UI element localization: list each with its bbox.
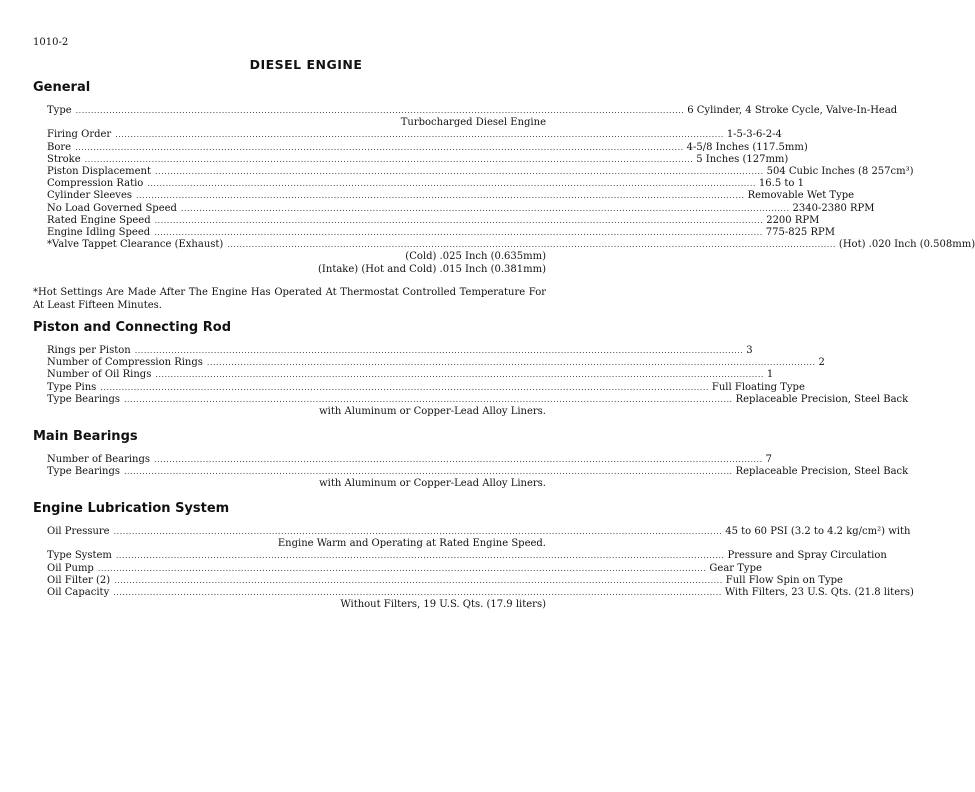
dot-leader: ........................................................................................................................................................................................................ [134, 346, 744, 355]
spec-label: Type Pins [47, 381, 97, 393]
section-engine-lubrication [33, 501, 914, 611]
dot-leader: ........................................................................................................................................................................................................ [84, 154, 694, 164]
section-piston-connecting-rod [33, 320, 909, 418]
spec-row [47, 466, 909, 478]
section-main-bearings [33, 429, 909, 491]
spec-value: (Hot) .020 Inch (0.508mm) [838, 239, 975, 251]
spec-value: 2200 RPM [766, 214, 820, 226]
spec-row [47, 381, 805, 394]
spec-value: 775-825 RPM [765, 227, 835, 239]
spec-row [47, 239, 975, 251]
spec-value: 1-5-3-6-2-4 [726, 129, 782, 141]
spec-label: Number of Bearings [47, 454, 151, 465]
spec-label: Oil Capacity [47, 587, 110, 599]
spec-value: 7 [765, 454, 773, 465]
dot-leader: ........................................................................................................................................................................................................ [155, 167, 764, 177]
spec-label: Piston Displacement [47, 166, 152, 178]
spec-label: Firing Order [47, 129, 112, 141]
dot-leader: ........................................................................................................................................................................................................ [206, 358, 816, 368]
spec-value-continuation: with Aluminum or Copper-Lead Alloy Liners. [319, 406, 546, 418]
dot-leader: ........................................................................................................................................................................................................ [115, 551, 725, 561]
section-heading: General [33, 80, 91, 95]
spec-row [47, 562, 762, 575]
spec-label: Rated Engine Speed [47, 214, 151, 226]
spec-value: Replaceable Precision, Steel Back [735, 393, 909, 405]
dot-leader: ........................................................................................................................................................................................................ [113, 588, 722, 598]
dot-leader: ........................................................................................................................................................................................................ [154, 455, 763, 464]
spec-value: 5 Inches (127mm) [696, 153, 789, 165]
dot-leader: ........................................................................................................................................................................................................ [154, 228, 763, 238]
spec-row [47, 369, 774, 381]
spec-label: Oil Pressure [47, 526, 110, 537]
spec-value: Replaceable Precision, Steel Back [735, 466, 909, 478]
spec-value: 6 Cylinder, 4 Stroke Cycle, Valve-In-Head [687, 105, 898, 116]
spec-value: Full Floating Type [711, 381, 805, 393]
dot-leader: ........................................................................................................................................................................................................ [227, 240, 836, 250]
spec-label: Cylinder Sleeves [47, 190, 132, 202]
spec-label: Type [47, 105, 72, 116]
dot-leader: ........................................................................................................................................................................................................ [113, 527, 723, 536]
spec-row [47, 227, 835, 239]
spec-label: No Load Governed Speed [47, 202, 177, 214]
spec-label: Oil Filter (2) [47, 574, 111, 586]
spec-value-continuation: with Aluminum or Copper-Lead Alloy Liners. [319, 478, 546, 490]
spec-row [47, 345, 753, 357]
spec-row [47, 166, 914, 178]
spec-label: Type Bearings [47, 393, 120, 405]
spec-label: Rings per Piston [47, 345, 131, 356]
spec-value-continuation: Without Filters, 19 U.S. Qts. (17.9 liters) [340, 599, 546, 611]
section-heading: Piston and Connecting Rod [33, 320, 232, 335]
dot-leader: ........................................................................................................................................................................................................ [180, 203, 790, 213]
dot-leader: ........................................................................................................................................................................................................ [154, 215, 764, 225]
dot-leader: ........................................................................................................................................................................................................ [114, 575, 723, 585]
dot-leader: ........................................................................................................................................................................................................ [115, 130, 724, 140]
spec-label: Engine Idling Speed [47, 227, 151, 239]
spec-value-continuation: Turbocharged Diesel Engine [400, 117, 546, 129]
spec-row [47, 202, 875, 215]
spec-value-continuation: (Intake) (Hot and Cold) .015 Inch (0.381mm) [318, 263, 546, 275]
dot-leader: ........................................................................................................................................................................................................ [75, 142, 684, 152]
spec-row [47, 105, 898, 117]
dot-leader: ........................................................................................................................................................................................................ [124, 467, 733, 477]
dot-leader: ........................................................................................................................................................................................................ [100, 382, 709, 392]
spec-value: 4-5/8 Inches (117.5mm) [686, 141, 808, 153]
spec-row [47, 190, 855, 202]
spec-value: 1 [766, 369, 774, 381]
spec-label: Number of Compression Rings [47, 357, 203, 369]
spec-row [47, 214, 820, 227]
page-number: 1010-2 [33, 37, 69, 48]
footnote: *Hot Settings Are Made After The Engine Has Operated At Thermostat Controlled Temperature For At Least Fifteen Minutes. [33, 287, 546, 311]
spec-value: 504 Cubic Inches (8 257cm³) [766, 166, 914, 178]
spec-label: Type System [47, 550, 112, 562]
spec-value-continuation: (Cold) .025 Inch (0.635mm) [405, 251, 546, 263]
dot-leader: ........................................................................................................................................................................................................ [155, 370, 764, 380]
page-title: DIESEL ENGINE [249, 57, 363, 72]
dot-leader: ........................................................................................................................................................................................................ [136, 191, 745, 201]
spec-value: 16.5 to 1 [758, 178, 804, 190]
spec-label: Number of Oil Rings [47, 369, 152, 381]
spec-row [47, 357, 825, 369]
spec-row [47, 129, 782, 141]
dot-leader: ........................................................................................................................................................................................................ [97, 563, 707, 573]
spec-value: 3 [746, 345, 753, 356]
spec-value: 45 to 60 PSI (3.2 to 4.2 kg/cm²) with [725, 526, 911, 537]
spec-row [47, 141, 808, 154]
spec-value-continuation: Engine Warm and Operating at Rated Engine Speed. [277, 538, 546, 550]
spec-label: Compression Ratio [47, 178, 144, 190]
spec-row [47, 393, 909, 406]
spec-value: With Filters, 23 U.S. Qts. (21.8 liters) [724, 587, 914, 599]
dot-leader: ........................................................................................................................................................................................................ [75, 106, 685, 115]
spec-row [47, 153, 789, 166]
spec-row [47, 587, 914, 599]
spec-label: Stroke [47, 153, 81, 165]
spec-label: Type Bearings [47, 466, 120, 478]
spec-row [47, 454, 773, 466]
spec-value: Pressure and Spray Circulation [727, 550, 887, 562]
spec-row [47, 550, 887, 562]
spec-value: Full Flow Spin on Type [725, 574, 843, 586]
dot-leader: ........................................................................................................................................................................................................ [147, 179, 756, 189]
dot-leader: ........................................................................................................................................................................................................ [124, 394, 733, 404]
spec-value: Gear Type [709, 562, 762, 574]
spec-value: Removable Wet Type [747, 190, 855, 202]
section-general [33, 80, 975, 276]
spec-row [47, 574, 843, 587]
spec-value: 2340-2380 RPM [792, 202, 875, 214]
spec-row [47, 526, 911, 538]
spec-label: *Valve Tappet Clearance (Exhaust) [47, 239, 224, 251]
spec-label: Bore [47, 141, 72, 153]
spec-value: 2 [818, 357, 825, 369]
spec-label: Oil Pump [47, 562, 94, 574]
section-heading: Main Bearings [33, 429, 138, 444]
spec-row [47, 178, 804, 190]
section-heading: Engine Lubrication System [33, 501, 230, 516]
